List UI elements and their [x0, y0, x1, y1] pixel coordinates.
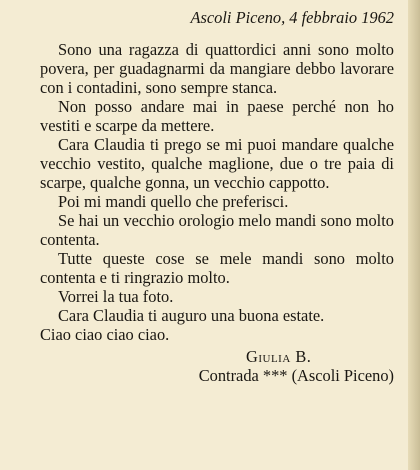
signature: Giulia B. [246, 347, 312, 366]
paragraph-7: Vorrei la tua foto. [58, 287, 174, 306]
page-edge-shadow [408, 0, 420, 470]
closing-line: Ciao ciao ciao ciao. [40, 325, 170, 344]
paragraph-5: Se hai un vecchio orologio melo mandi sono molto contenta. [40, 211, 394, 249]
sender-address: Contrada *** (Ascoli Piceno) [198, 366, 394, 385]
paragraph-8: Cara Claudia ti auguro una buona estate. [58, 306, 325, 325]
paragraph-3: Cara Claudia ti prego se mi puoi mandare qualche vecchio vestito, qualche maglione, due o tre paia di scarpe, qualche gonna, un vecchio cappotto. [40, 135, 394, 192]
dateline: Ascoli Piceno, 4 febbraio 1962 [190, 8, 394, 27]
paragraph-4: Poi mi mandi quello che preferisci. [58, 192, 289, 211]
paragraph-6: Tutte queste cose se mele mandi sono molto contenta e ti ringrazio molto. [40, 249, 394, 287]
paragraph-1: Sono una ragazza di quattordici anni sono molto povera, per guadagnarmi da mangiare debbo lavorare con i contadini, sono sempre stanca. [40, 40, 394, 97]
letter-body [40, 8, 394, 385]
paragraph-2: Non posso andare mai in paese perché non ho vestiti e scarpe da mettere. [40, 97, 394, 135]
